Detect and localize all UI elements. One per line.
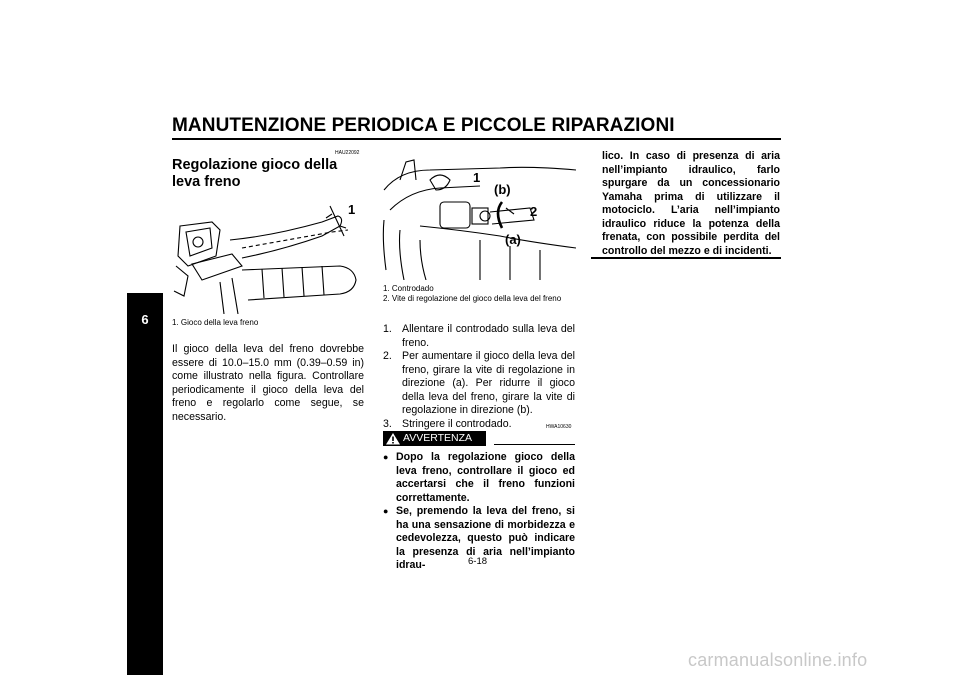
- figure2-label-2: 2: [530, 204, 538, 219]
- step-number: 1.: [383, 323, 392, 335]
- watermark: carmanualsonline.info: [688, 650, 868, 670]
- figure1-captions: [172, 318, 362, 328]
- section-code: HAU22092: [335, 150, 360, 156]
- chapter-tab: [127, 293, 163, 675]
- brake-lever-play-figure: [172, 196, 362, 314]
- caption-item: 2. Vite di regolazione del gioco della leva del freno: [383, 294, 562, 303]
- bullet-text: Se, premendo la leva del freno, si ha una sensazione di morbidezza e cedevolezza, questo può indicare la presenza di aria nell’impianto idrau-: [396, 505, 575, 571]
- title-rule: [172, 138, 781, 140]
- page-number: 6-18: [468, 556, 488, 567]
- step-text: Allentare il controdado sulla leva del freno.: [402, 323, 575, 349]
- warning-header: [383, 431, 575, 446]
- caption-item: 1. Gioco della leva freno: [172, 318, 259, 327]
- bullet-icon: ●: [383, 452, 389, 462]
- warning-label: [383, 431, 486, 446]
- bullet-icon: ●: [383, 506, 389, 516]
- step-text: Stringere il controdado.: [402, 417, 512, 430]
- page-title: MANUTENZIONE PERIODICA E PICCOLE RIPARAZIONI: [172, 115, 675, 136]
- section-heading: Regolazione gioco della leva freno: [172, 157, 338, 190]
- list-item: [383, 350, 575, 418]
- figure2-captions: [383, 284, 575, 304]
- warning-bullets: [383, 451, 575, 573]
- bullet-text: Dopo la regolazione gioco della leva freno, controllare il gioco ed accertarsi che il freno funzioni correttamente.: [396, 451, 575, 504]
- warning-code: HWA10630: [546, 424, 572, 430]
- adjusting-bolt-figure: [380, 150, 576, 280]
- warning-continuation: lico. In caso di presenza di aria nell’impianto idraulico, farlo spurgare da un concessionario Yamaha prima di utilizzare il motociclo. L’aria nell’impianto idraulico riduce la potenza della frenata, con possibile perdita del controllo del mezzo e di incidenti.: [602, 150, 780, 257]
- step-text: Per aumentare il gioco della leva del freno, girare la vite di regolazione in direzione (a). Per ridurre il gioco della leva del freno, girare la vite di regolazione in direzione (b).: [402, 350, 575, 416]
- figure2-label-1: 1: [473, 170, 481, 185]
- figure1-callout: 1: [348, 202, 356, 217]
- adjustment-steps: [383, 323, 575, 431]
- figure2-label-a: (a): [505, 232, 521, 247]
- warning-rule: [494, 444, 575, 445]
- warning-triangle-icon: [383, 431, 403, 446]
- caption-item: 1. Controdado: [383, 284, 434, 293]
- warning-end-rule: [591, 257, 781, 259]
- intro-paragraph: Il gioco della leva del freno dovrebbe essere di 10.0–15.0 mm (0.39–0.59 in) come illustrato nella figura. Controllare periodicamente il gioco della leva del freno e regolarlo come segue, se necessario.: [172, 343, 364, 423]
- list-item: [383, 323, 575, 350]
- figure2-label-b: (b): [494, 182, 511, 197]
- step-number: 3.: [383, 417, 392, 430]
- list-item: [383, 451, 575, 505]
- step-number: 2.: [383, 350, 392, 362]
- chapter-number: 6: [141, 312, 149, 327]
- warning-label-text: AVVERTENZA: [403, 432, 473, 444]
